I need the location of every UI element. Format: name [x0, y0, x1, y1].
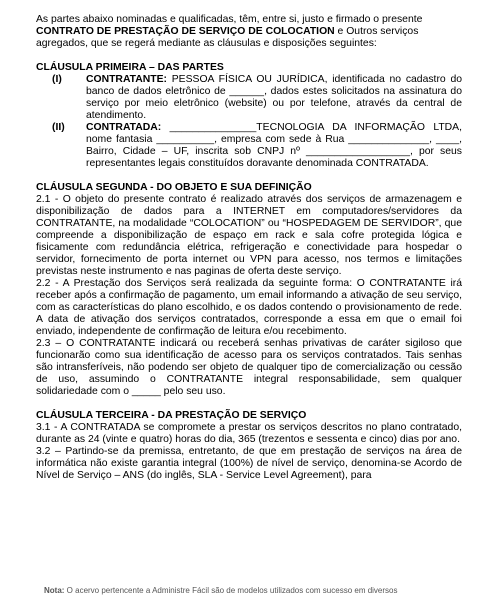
contratada-label: CONTRATADA:	[86, 122, 162, 133]
intro-line-3: agregados, que se regerá mediante as cláusulas e disposições seguintes:	[36, 38, 377, 49]
clause-3-2: 3.2 – Partindo-se da premissa, entretanto, de que em prestação de serviços na área de informática não existe garantia integral (100%) de nível de serviço, denomina-se Acordo de Nível de Serviço – ANS (do inglês, SLA - Service Level Agreement), para	[36, 446, 462, 481]
contratada-text: _______________TECNOLOGIA DA INFORMAÇÃO LTDA, nome fantasia __________, empresa com sede à Rua ______________, ____, Bairro, Cidade – UF, inscrita sob CNPJ nº __________________, por seus representantes legais constituídos doravante denominada CONTRATADA.	[86, 122, 462, 169]
footer-note-label: Nota:	[44, 586, 65, 595]
party-contratada	[36, 122, 462, 170]
intro-line-1: As partes abaixo nominadas e qualificadas, têm, entre si, justo e firmado o presente	[36, 14, 423, 25]
clause-2-2: 2.2 - A Prestação dos Serviços será realizada da seguinte forma: O CONTRATANTE irá receber após a confirmação de pagamento, um email informando a ativação de seu serviço, com as características do plano escolhido, e os dados contendo o provisionamento de rede. A data de ativação dos serviços contratados, corresponde a essa em que o email foi enviado, independente de confirmação de leitura e/ou recebimento.	[36, 278, 462, 337]
clause-1-heading: CLÁUSULA PRIMEIRA – DAS PARTES	[36, 62, 224, 73]
footer-note	[44, 586, 472, 596]
contratante-text: PESSOA FÍSICA OU JURÍDICA, identificada no cadastro do banco de dados eletrônico de ______, dados estes solicitados na assinatura do serviço por meio eletrônico (website) ou por telefone, através da central de atendimento.	[86, 74, 462, 121]
clause-3-heading: CLÁUSULA TERCEIRA - DA PRESTAÇÃO DE SERVIÇO	[36, 410, 307, 421]
clause-2-1: 2.1 - O objeto do presente contrato é realizado através dos serviços de armazenagem e disponibilização de dados para a INTERNET em computadores/servidores da CONTRATANTE, na modalidade “COLOCATION” ou “HOSPEDAGEM DE SERVIDOR”, que compreende a disponibilização de espaço em rack e sala cofre protegida lógica e fisicamente com redundância elétrica, refrigeração e conectividade para hospedar o servidor, fornecimento de porta internet ou VPN para acesso, nos termos e limitações previstas neste instrumento e nas paginas de oferta deste serviço.	[36, 194, 462, 277]
clause-2-3: 2.3 – O CONTRATANTE indicará ou receberá senhas privativas de caráter sigiloso que funcionarão como sua identificação de acesso para os serviços contratados. Tais senhas são intransferíveis, não podendo ser objeto de qualquer tipo de comercialização ou cessão de uso, assumindo o CONTRATANTE integral responsabilidade, sem qualquer solidariedade com o _____ pelo seu uso.	[36, 338, 462, 397]
contract-document	[36, 14, 462, 482]
intro-line-2-rest: e Outros serviços	[334, 26, 419, 37]
party-2-label: (II)	[52, 122, 65, 133]
contract-title: CONTRATO DE PRESTAÇÃO DE SERVIÇO DE COLOCATION	[36, 26, 335, 37]
contratante-label: CONTRATANTE:	[86, 74, 167, 85]
party-1-label: (I)	[52, 74, 62, 85]
party-contratante	[36, 74, 462, 122]
clause-3-1: 3.1 - A CONTRATADA se compromete a prestar os serviços descritos no plano contratado, durante as 24 (vinte e quatro) horas do dia, 365 (trezentos e sessenta e cinco) dias por ano.	[36, 422, 462, 445]
intro-paragraph	[36, 14, 462, 50]
footer-note-text: O acervo pertencente a Administre Fácil são de modelos utilizados com sucesso em diversos	[64, 586, 398, 595]
clause-2-heading: CLÁUSULA SEGUNDA - DO OBJETO E SUA DEFINIÇÃO	[36, 182, 312, 193]
